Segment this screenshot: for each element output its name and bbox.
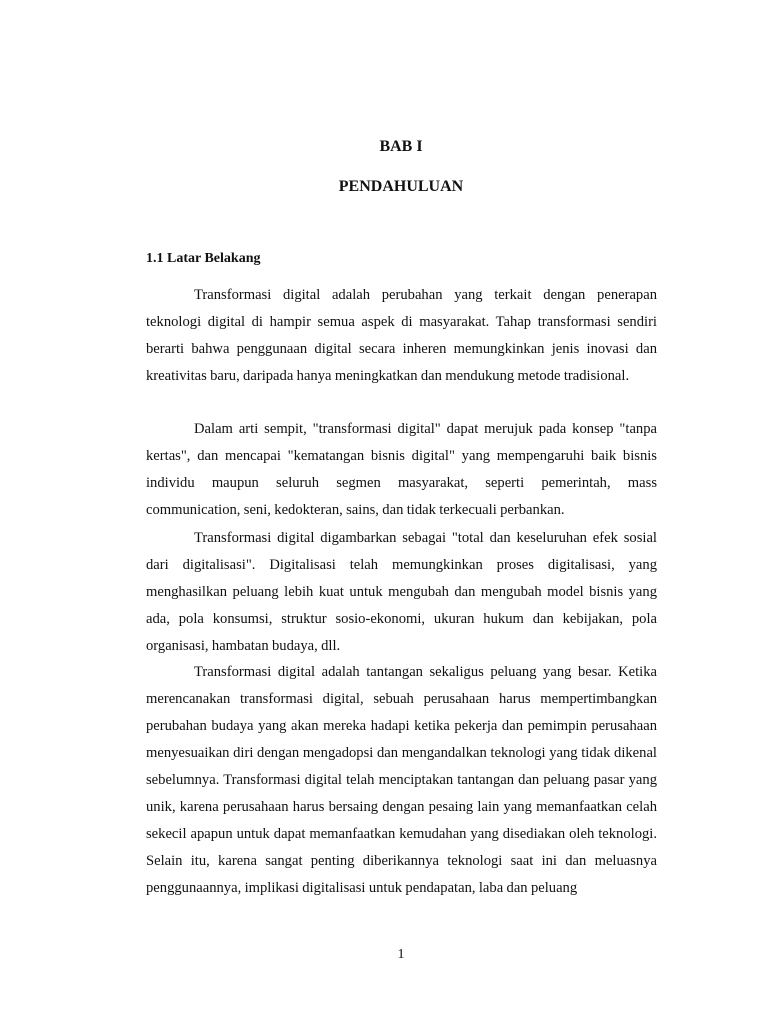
paragraph-2: Dalam arti sempit, "transformasi digital" dapat merujuk pada konsep "tanpa kertas", dan mencapai "kematangan bisnis digital" yang mempengaruhi baik bisnis individu maupun seluruh segmen masyarakat, seperti pemerintah, mass communication, seni, kedokteran, sains, dan tidak terkecuali perbankan. xyxy=(146,421,657,518)
page-number: 1 xyxy=(397,947,405,962)
chapter-number: BAB I xyxy=(379,138,423,155)
paragraph-1: Transformasi digital adalah perubahan yang terkait dengan penerapan teknologi digital di hampir semua aspek di masyarakat. Tahap transformasi sendiri berarti bahwa penggunaan digital secara inheren memungkinkan jenis inovasi dan kreativitas baru, daripada hanya meningkatkan dan mendukung metode tradisional. xyxy=(146,287,657,384)
paragraph-3: Transformasi digital digambarkan sebagai "total dan keseluruhan efek sosial dari digitalisasi". Digitalisasi telah memungkinkan proses digitalisasi, yang menghasilkan peluang lebih kuat untuk mengubah dan mengubah model bisnis yang ada, pola konsumsi, struktur sosio-ekonomi, ukuran hukum dan kebijakan, pola organisasi, hambatan budaya, dll. xyxy=(146,530,657,654)
paragraph-4: Transformasi digital adalah tantangan sekaligus peluang yang besar. Ketika merencanakan transformasi digital, sebuah perusahaan harus mempertimbangkan perubahan budaya yang akan mereka hadapi ketika pekerja dan pemimpin perusahaan menyesuaikan diri dengan mengadopsi dan mengandalkan teknologi yang tidak dikenal sebelumnya. Transformasi digital telah menciptakan tantangan dan peluang pasar yang unik, karena perusahaan harus bersaing dengan pesaing lain yang memanfaatkan celah sekecil apapun untuk dapat memanfaatkan kemudahan yang disediakan oleh teknologi. Selain itu, karena sangat penting diberikannya teknologi saat ini dan meluasnya penggunaannya, implikasi digitalisasi untuk pendapatan, laba dan peluang xyxy=(146,664,657,896)
section-heading: 1.1 Latar Belakang xyxy=(146,251,261,266)
chapter-title: PENDAHULUAN xyxy=(338,178,464,195)
